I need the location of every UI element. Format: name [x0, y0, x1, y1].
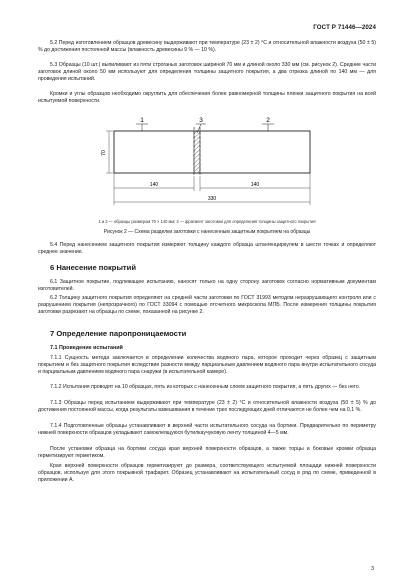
- paragraph-5-2: 5.2 Перед изготовлением образцов древесину выдерживают при температуре (23 ± 2) °С и относительной влажности воздуха (50 ± 5) % до достижения постоянной массы (влажность древесины 9 % — 10 %).: [38, 40, 376, 54]
- subsection-7-1-title: 7.1 Проведение испытаний: [50, 345, 123, 351]
- board-outline: [114, 131, 310, 173]
- paragraph-6-2: 6.2 Толщину защитного покрытия определяют на средней части заготовки по ГОСТ 31993 методом неразрушающего контроля или с разрушением покрытия (непрозрачного) по ГОСТ 33094 с помощью отсчетного микроскопа МПБ. После измерения толщины покрытия заготовки разрезают на образцы по схеме, показанной на рисунке 2.: [38, 295, 376, 316]
- paragraph-7-1-1: 7.1.1 Сущность метода заключается в определении количества водяного пара, которое проходит через образец с защитным покрытием и без защитного покрытия вследствие разности между парциальным давлением водяного пара внутри испытательного сосуда и парциальным давлением водяного пара снаружи (в испытательной камере).: [38, 355, 376, 376]
- paragraph-7-1-4-stencil: Края верхней поверхности образцов герметизируют до размера, соответствующего испытуемой площади нижней поверхности образцов, используя для этого покрывной трафарет. Образец устанавливают на испытательный сосуд в ряд по схеме, приведенной в приложении А.: [38, 463, 376, 484]
- label-1: 1: [140, 117, 144, 124]
- paragraph-5-4: 5.4 Перед нанесением защитного покрытия измеряют толщину каждого образца штангенциркулем в шести точках и определяют среднее значение.: [38, 242, 376, 256]
- paragraph-6-1: 6.1 Защитное покрытие, подлежащее испытанию, наносят только на одну сторону заготовок согласно нормативным документам изготовителей.: [38, 279, 376, 293]
- document-code: ГОСТ Р 71446—2024: [313, 24, 376, 31]
- dimension-height: 70: [101, 150, 107, 156]
- paragraph-5-3: 5.3 Образцы (10 шт.) выпиливают из пяти строганых заготовок шириной 70 мм и длиной около 330 мм (см. рисунок 2). Средние части заготовок длиной около 50 мм используют для определения толщины защитного покрытия, а два отрезка длиной по 140 мм — для проведения испытаний.: [38, 62, 376, 83]
- paragraph-7-1-3: 7.1.3 Образцы перед испытанием выдерживают при температуре (23 ± 2) °С и относительной влажности воздуха (50 ± 5) % до достижения постоянной массы, когда результаты взвешивания в течение трех последующих дней отличаются не более чем на 0,1 %.: [38, 400, 376, 414]
- label-2: 2: [266, 117, 270, 124]
- thickness-fragment: [194, 131, 200, 173]
- figure-caption: Рисунок 2 — Схема разделки заготовки с нанесенным защитным покрытием на образцы: [103, 229, 311, 235]
- dimension-right: 140: [250, 182, 260, 188]
- figure-legend: 1 и 2 — образцы размером 70 × 140 мм; 3 — фрагмент заготовки для определения толщины защитного покрытия: [98, 219, 316, 224]
- section-7-title: 7 Определение паропроницаемости: [50, 329, 187, 338]
- page-number: 3: [371, 566, 374, 572]
- paragraph-7-1-4: 7.1.4 Подготовленные образцы устанавливают в верхней части испытательного сосуда на бортики. Предварительно по периметру нижней поверхности образцов укладывают самоклеящуюся бутилкаучуковую ленту толщиной 4—5 мм.: [38, 423, 376, 437]
- label-3: 3: [199, 117, 203, 124]
- paragraph-7-1-2: 7.1.2 Испытания проводят на 10 образцах, пять из которых с нанесенным слоем защитного покрытия, а пять других — без него.: [50, 384, 361, 390]
- dimension-total: 330: [207, 196, 217, 202]
- paragraph-5-3-edges: Кромки и углы образцов необходимо округлить для обеспечения более равномерной толщины пленки защитного покрытия на всей испытуемой поверхности.: [38, 91, 376, 105]
- dimension-left: 140: [149, 182, 159, 188]
- figure-2-diagram: [100, 113, 330, 217]
- section-6-title: 6 Нанесение покрытий: [50, 263, 136, 272]
- paragraph-7-1-4-sealing: После установки образца на бортики сосуда края верхней поверхности образцов, а также торцы и боковые кромки образца герметизируют герметиком.: [38, 446, 376, 460]
